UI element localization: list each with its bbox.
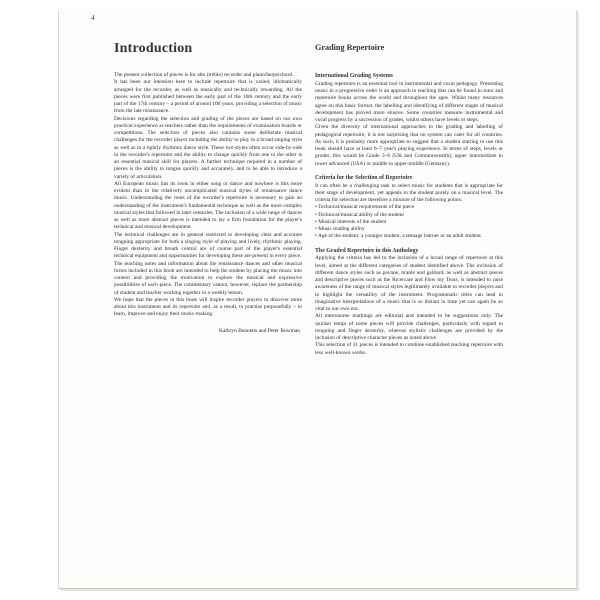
list-item: • Musical interests of the student <box>315 218 387 225</box>
intro-paragraph: The technical challenges are in general restricted to developing clear and accurate tonguing appropriate for both a singing style of playing and lively, rhythmic playing. Finger dexterity and breath control are of course part of the player's essential technical equipment and opportunities for developing these are present in every piece. <box>114 231 302 260</box>
intro-paragraph: It has been our intention here to include repertoire that is varied, idiomatically arranged for the recorder, as well as musically and technically rewarding. All the pieces were first published between the early part of the 16th century and the early part of the 17th century – a period of around 100 years, providing a selection of music from the late renaissance. <box>114 79 302 115</box>
criteria-paragraph: It can often be a challenging task to select music for students that is appropriate for their stage of development, yet appeals to the student purely on a musical level. The criteria for selection are therefore a mixture of the following points: <box>315 182 503 204</box>
intro-paragraph: The present collection of pieces is for alto (treble) recorder and piano/harpsichord. <box>114 72 294 78</box>
list-item: • Technical/musical ability of the student <box>315 211 404 218</box>
list-item: • Music reading ability <box>315 226 365 233</box>
page-number: 4 <box>91 13 95 22</box>
section-heading-criteria: Criteria for the Selection of Repertoire <box>315 174 413 181</box>
introduction-title: Introduction <box>114 41 193 56</box>
intro-paragraph: The teaching notes and information about the renaissance dances and other musical forms included in this book are intended to help the student by placing the music into context and providing the motivation to explore the musical and expressive possibilities of each piece. The commentary cannot, however, replace the partnership of student and teacher working together in a weekly lesson. <box>114 260 302 296</box>
section-heading-anthology: The Graded Repertoire in this Anthology <box>315 247 419 254</box>
grading-paragraph: Given the diversity of international approaches to the grading and labelling of pedagogical repertoire, it is not surprising that no system can cater for all countries. As such, it is probably more appropriate to suggest that a student starting to use this book should have at least 6–7 year's playing experience. In terms of steps, levels or grades, this would be Grade 3–6 (UK and Commonwealth), upper intermediate to lower advanced (USA) or middle to upper-middle (Germany). <box>315 124 503 167</box>
criteria-list <box>315 204 503 240</box>
anthology-paragraph: This selection of 31 pieces is intended to combine established teaching repertoire with less well-known works. <box>315 342 503 356</box>
introduction-column <box>114 72 302 335</box>
intro-paragraph: We hope that the pieces in this book will inspire recorder players to discover more about this instrument and its repertoire and, as a result, to practise purposefully – to learn, improve and enjoy their music-making. <box>114 296 302 318</box>
list-item: • Age of the student: a younger student, a teenage learner or an adult student. <box>315 233 483 240</box>
author-signature: Kathryn Bennetts and Peter Bowman <box>219 327 300 334</box>
grading-repertoire-title: Grading Repertoire <box>315 43 385 52</box>
anthology-paragraph: Applying the criteria has led to the inclusion of a broad range of repertoire at this level, aimed at the different categories of student identified above. The inclusion of different dance styles such as pavane, branle and galliard, as well as abstract pieces and descriptive pieces such as the Ricercare and Flow my Tears, is intended to raise awareness of the range of musical styles legitimately available to recorder players and to highlight the versatility of the instrument. Programmatic titles can lead to imaginative interpretations of a music that is so distant in time yet can again be so vital to our own era. <box>315 255 503 313</box>
intro-paragraph: Decisions regarding the selection and grading of the pieces are based on our own practical experience as teachers rather than the requirements of examination boards or competitions. The selection of pieces also contains some deliberate musical challenges for the recorder player including the ability to play in a broad singing style as well as in a tightly rhythmic dance style. These two styles often occur side-by-side in the recorder's repertoire and the ability to change quickly from one to the other is an essential musical skill for players. A further technique required in a number of pieces is the ability to tongue quickly and accurately, and to be able to introduce a variety of articulation. <box>114 115 302 180</box>
section-heading-international: International Grading Systems <box>315 73 393 79</box>
grading-paragraph: Grading repertoire is an essential tool in instrumental and vocal pedagogy. Presenting music in a progressive order is an approach to teaching that can be found in tutor and repertoire books across the world and throughout the ages. Whilst many resources agree on this basic format, the labelling and identifying of different stages of musical development has proved more elusive. Some countries measure instrumental and vocal progress by a succession of grades, whilst others have levels or steps. <box>315 80 503 124</box>
list-item: • Technical/musical requirements of the piece <box>315 204 415 211</box>
intro-paragraph: All European music has its roots in either song or dance and nowhere is this more evident than in the relatively uncomplicated musical styles of renaissance dance music. Understanding the roots of the recorder's repertoire is necessary to gain an understanding of the instrument's fundamental technique as well as the more complex musical styles that followed in later centuries. The inclusion of a wide range of dances as well as more abstract pieces is intended to lay a firm foundation for the player's technical and musical development. <box>114 180 302 231</box>
anthology-paragraph: All metronome markings are editorial and intended to be suggestions only. The quicker tempi of some pieces will provide challenges, particularly with regard to tonguing and finger dexterity, whereas stylistic challenges are provided by the inclusion of descriptive character pieces as noted above. <box>315 313 503 342</box>
grading-column <box>315 72 503 357</box>
